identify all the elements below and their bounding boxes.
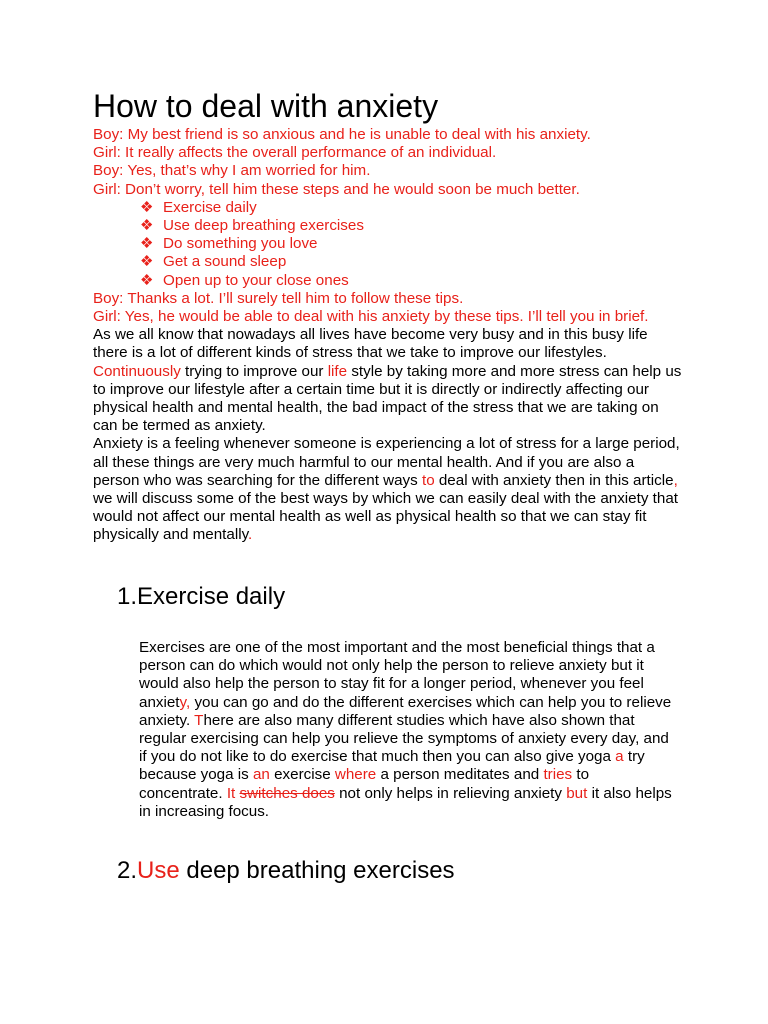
section-number: 1. — [117, 583, 138, 610]
diamond-bullet-icon: ❖ — [140, 217, 154, 235]
section-paragraph: Exercises are one of the most important and the most beneficial things that a person can do which would not only help the person to relieve anxiety but it would also help the person to stay fit for a longer period, whenever you feel anxiety, you can go and do the different exercises which can help you to relieve anxiety. There are also many different studies which have also shown that regular exercising can help you relieve the symptoms of anxiety every day, and if you do not like to do exercise that much then you can also give yoga a try because yoga is an exercise where a person meditates and tries to concentrate. It switches does not only helps in relieving anxiety but it also helps in increasing focus. — [139, 639, 672, 820]
section-title: Exercise daily — [137, 583, 286, 610]
section-title: deep breathing exercises — [179, 857, 455, 884]
section-title-edit: Use — [137, 857, 180, 884]
dialogue-line: Boy: Yes, that’s why I am worried for him. — [93, 162, 371, 180]
intro-paragraph: As we all know that nowadays all lives have become very busy and in this busy life there is a lot of different kinds of stress that we take to improve our lifestyles. Continuously trying to improve our life style by taking more and more stress can help us to improve our lifestyle after a certain time but it is directly or indirectly affecting our physical health and mental health, the bad impact of the stress that we are taking on can be termed as anxiety. — [93, 326, 682, 435]
deleted-text: switches does — [239, 784, 335, 802]
dialogue-line: Girl: Yes, he would be able to deal with his anxiety by these tips. I’ll tell you in brief. — [93, 308, 649, 326]
intro-paragraph: Anxiety is a feeling whenever someone is experiencing a lot of stress for a large period, all these things are very much harmful to our mental health. And if you are also a person who was searching for the different ways to deal with anxiety then in this article, we will discuss some of the best ways by which we can easily deal with the anxiety that would not affect our mental health as well as physical health so that we can stay fit physically and mentally. — [93, 435, 680, 544]
section-heading — [117, 582, 285, 612]
tips-list — [93, 199, 683, 290]
diamond-bullet-icon: ❖ — [140, 253, 154, 271]
list-item: ❖ Do something you love — [140, 235, 318, 253]
section-number: 2. — [117, 857, 138, 884]
dialogue-line: Girl: Don’t worry, tell him these steps and he would soon be much better. — [93, 180, 580, 198]
list-item: ❖ Use deep breathing exercises — [140, 217, 364, 235]
document-title: How to deal with anxiety — [93, 88, 439, 124]
list-item: ❖ Get a sound sleep — [140, 253, 287, 271]
dialogue-line: Girl: It really affects the overall performance of an individual. — [93, 144, 497, 162]
diamond-bullet-icon: ❖ — [140, 235, 154, 253]
list-item: ❖ Open up to your close ones — [140, 271, 349, 289]
dialogue-line: Boy: Thanks a lot. I’ll surely tell him to follow these tips. — [93, 289, 464, 307]
diamond-bullet-icon: ❖ — [140, 271, 154, 289]
dialogue-line: Boy: My best friend is so anxious and he is unable to deal with his anxiety. — [93, 126, 591, 143]
dialogue-block — [93, 126, 683, 545]
list-item: ❖ Exercise daily — [140, 198, 257, 216]
section-heading — [117, 856, 455, 886]
diamond-bullet-icon: ❖ — [140, 198, 154, 216]
